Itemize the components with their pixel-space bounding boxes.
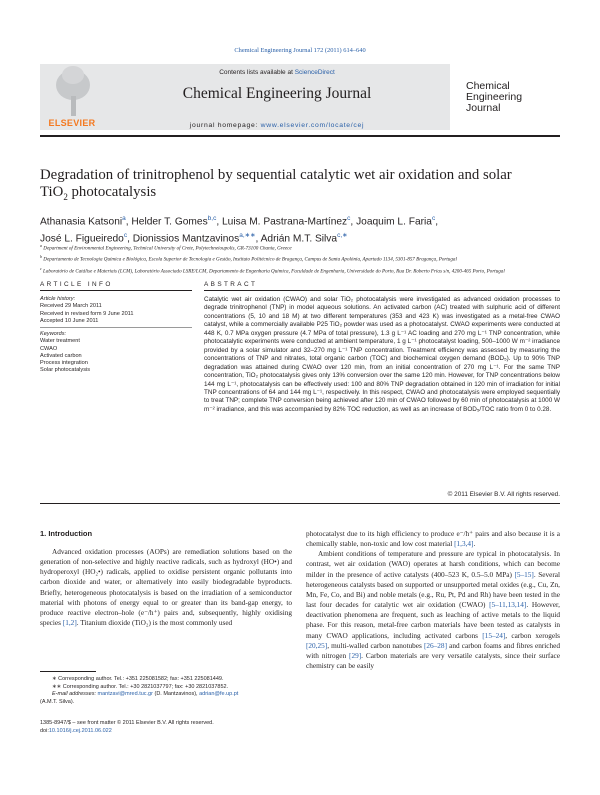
author-separator: , xyxy=(127,233,133,245)
author-separator: , xyxy=(216,216,223,228)
journal-homepage: journal homepage: www.elsevier.com/locate/cej xyxy=(189,122,365,129)
author-affiliation-mark[interactable]: a,∗∗ xyxy=(239,231,256,239)
author-name[interactable]: Helder T. Gomes xyxy=(131,216,208,228)
keyword-item: Solar photocatalysis xyxy=(40,367,91,374)
keyword-item: Water treatment xyxy=(40,338,80,345)
keyword-item: CWAO xyxy=(40,345,58,352)
homepage-link[interactable]: www.elsevier.com/locate/cej xyxy=(260,122,365,129)
author-separator: , xyxy=(435,216,439,228)
elsevier-tree-icon xyxy=(52,66,94,116)
sciencedirect-link[interactable]: ScienceDirect xyxy=(294,69,335,76)
affiliation: $^a$ Department of Environmental Engineering, Technical University of Crete, Polytechneioupolis, GR-73100 Chania, Greece xyxy=(40,243,292,252)
reference-link[interactable]: [29] xyxy=(349,651,362,660)
footnotes: ∗ Corresponding author. Tel.: +351 225081582; fax: +351 225081449. ∗∗ Corresponding author. Tel.: +30 2821037797; fax: +30 2821037852. E-mail addresses: mantzavi@mred.tuc.gr (D. Mantzavinos), adrian@fe.up.pt (A.M.T. Silva). xyxy=(40,676,239,705)
reference-link[interactable]: [1,3,4] xyxy=(454,540,474,549)
email-link[interactable]: adrian@fe.up.pt xyxy=(199,691,239,698)
journal-cover-title: Chemical Engineering Journal xyxy=(466,80,523,114)
author-name[interactable]: Dionissios Mantzavinos xyxy=(132,233,240,245)
abstract-text: Catalytic wet air oxidation (CWAO) and solar TiO₂ photocatalysis were investigated as advanced oxidation processes to degrade trinitrophenol (TNP) in model aqueous solutions. An activated carbon (AC) treated with sulphuric acid of different concentrations (5, 10 and 18 M) at two different temperatures (353 and 423 K) was investigated as a metal-free CWAO catalyst, while a commercially available P25 TiO₂ powder was used as a photocatalyst. CWAO experiments were conducted at 448 K, 0.7 MPa oxygen pressure (4.7 MPa of total pressure), 1.3 g L⁻¹ AC loading and 270 mg L⁻¹ TNP concentration, while photocatalytic experiments were conducted at ambient temperature, 1 g L⁻¹ photocatalyst loading, 500–1000 W m⁻² irradiance provided by a solar simulator and 32–270 mg L⁻¹ TNP concentration. Treatment efficiency was assessed by measuring the concentrations of TNP and nitrates, total organic carbon (TOC) and biochemical oxygen demand (BOD₅). Up to 90% TNP degradation was attained during CWAO over 120 min, from an initial concentration of 270 mg L⁻¹. For the same TNP concentration, TiO₂ photocatalysis gives only 13% conversion over the same 120 min. However, for TNP concentrations below 144 mg L⁻¹, photocatalysis can be effectively used: 100 and 80% TNP degradation obtained in 120 min of irradiation for initial TNP concentrations of 64 and 144 mg L⁻¹, respectively. In this respect, CWAO and photocatalysis were employed sequentially to treat TNP; complete TNP conversion being achieved after 120 min of CWAO followed by 60 min of photocatalysis at 1000 W m⁻² irradiance, and this was accompanied by 82% TOC reduction, as well as an increase of BOD₅/TOC ratio from 0 to 0.28. xyxy=(204,296,560,413)
affiliation: $^c$ Laboratório de Catálise e Materiais (LCM), Laboratório Associado LSRE/LCM, Departamento de Engenharia Química, Faculdade de Engenharia, Universidade do Porto, Rua Dr. Roberto Frias s/n, 4200-465 Porto, Portugal xyxy=(40,265,505,275)
author-affiliation-mark[interactable]: c,∗ xyxy=(337,231,348,239)
body-column-right: photocatalyst due to its high efficiency to produce e⁻/h⁺ pairs and also because it is a chemically stable, non-toxic and low cost material [1,3,4]. Ambient conditions of temperature and pressure are typical in photocatalysis. In contrast, wet air oxidation (WAO) operates at harsh conditions, which can become milder in the presence of active catalysts (400–523 K, 0.5–5.0 MPa) [5–15]. Several heterogeneous catalysts based on supported or unsupported metal oxides (e.g., Cu, Zn, Mn, Fe, Co, and Bi) and noble metals (e.g., Ru, Pt, Pd and Rh) have been tested in the last four decades for catalytic wet air oxidation (CWAO) [5–11,13,14]. However, deactivation phenomena are frequent, such as leaching of active metals to the liquid phase. For this reason, metal-free carbon materials have been tested as catalysts in many CWAO applications, including activated carbons [15–24], carbon xerogels [20,25], multi-walled carbon nanotubes [26–28] and carbon foams and fibres enriched with nitrogen [29]. Carbon materials are very versatile catalysts, since their surface chemistry can be easily xyxy=(306,530,561,671)
header-rule xyxy=(40,135,560,137)
reference-link[interactable]: [20,25] xyxy=(306,641,328,650)
keywords: Keywords: Water treatment CWAO Activated carbon Process integration Solar photocatalysis xyxy=(40,331,190,375)
reference-link[interactable]: [15–24] xyxy=(482,631,506,640)
author-affiliation-mark[interactable]: a xyxy=(122,215,126,222)
elsevier-wordmark: ELSEVIER xyxy=(48,118,96,128)
article-info-rule xyxy=(40,290,192,291)
affiliations xyxy=(40,242,560,276)
article-history: Article history: Received 29 March 2011 Received in revised form 9 June 2011 Accepted 10 June 2011 xyxy=(40,296,134,324)
reference-link[interactable]: [26–28] xyxy=(423,641,447,650)
reference-link[interactable]: [1,2] xyxy=(62,619,77,628)
keyword-item: Activated carbon xyxy=(40,352,82,359)
email-link[interactable]: mantzavi@mred.tuc.gr xyxy=(97,691,153,698)
body-rule xyxy=(40,503,560,504)
doi-link[interactable]: 10.1016/j.cej.2011.06.022 xyxy=(48,727,112,734)
footnote-rule xyxy=(40,671,96,672)
author-affiliation-mark[interactable]: b,c xyxy=(207,215,217,222)
author-separator: , xyxy=(255,233,261,245)
author-name[interactable]: José L. Figueiredo xyxy=(40,233,124,245)
author-name[interactable]: Joaquim L. Faria xyxy=(356,216,432,228)
reference-link[interactable]: [5–11,13,14] xyxy=(489,601,527,610)
journal-citation[interactable]: Chemical Engineering Journal 172 (2011) 614–640 xyxy=(234,47,366,54)
keywords-rule xyxy=(40,327,192,328)
author-affiliation-mark[interactable]: c xyxy=(123,231,128,239)
author-name[interactable]: Athanasia Katsoni xyxy=(40,216,123,228)
author-affiliation-mark[interactable]: c xyxy=(431,215,436,222)
reference-link[interactable]: [5–15] xyxy=(514,570,534,579)
article-info-heading: ARTICLE INFO xyxy=(40,281,113,288)
section-heading-introduction: 1. Introduction xyxy=(40,529,93,538)
author-separator: , xyxy=(125,216,132,228)
author-affiliation-mark[interactable]: c xyxy=(347,215,351,222)
abstract-heading: ABSTRACT xyxy=(204,281,258,288)
keyword-item: Process integration xyxy=(40,360,88,367)
author-list xyxy=(40,212,560,246)
affiliation: $^b$ Departamento de Tecnologia Química e Biológica, Escola Superior de Tecnologia e Gestão, Instituto Politécnico de Bragança, Campus de Santa Apolónia, Apartado 1134, 5301-857 Bragança, Portugal xyxy=(40,254,457,264)
contents-line: Contents lists available at ScienceDirect xyxy=(219,69,335,76)
author-separator: , xyxy=(350,216,357,228)
author-name[interactable]: Adrián M.T. Silva xyxy=(260,233,338,245)
issn-doi: 1385-8947/$ – see front matter © 2011 Elsevier B.V. All rights reserved. doi:10.1016/j.cej.2011.06.022 xyxy=(40,720,214,734)
abstract-rule xyxy=(204,290,560,291)
author-name[interactable]: Luisa M. Pastrana-Martínez xyxy=(222,216,348,228)
body-column-left: Advanced oxidation processes (AOPs) are remediation solutions based on the generation of non-selective and highly reactive radicals, such as hydroxyl (HO•) and hydroperoxyl (HO₂•) radicals, applied to oxidise persistent organic pollutants into carbon dioxide and water, or alternatively into easily biodegradable byproducts. Briefly, heterogeneous photocatalysis is based on the irradiation of a semiconductor material with photons of energy equal to or greater than its band-gap energy, to produce reactive electron–hole (e⁻/h⁺) pairs and, subsequently, highly oxidising species [1,2]. Titanium dioxide (TiO₂) is the most commonly used xyxy=(40,548,292,628)
article-title: Degradation of trinitrophenol by sequential catalytic wet air oxidation and solar TiO$_2$ photocatalysis xyxy=(40,167,512,202)
journal-title: Chemical Engineering Journal xyxy=(182,85,372,102)
copyright-notice: © 2011 Elsevier B.V. All rights reserved. xyxy=(447,491,560,498)
